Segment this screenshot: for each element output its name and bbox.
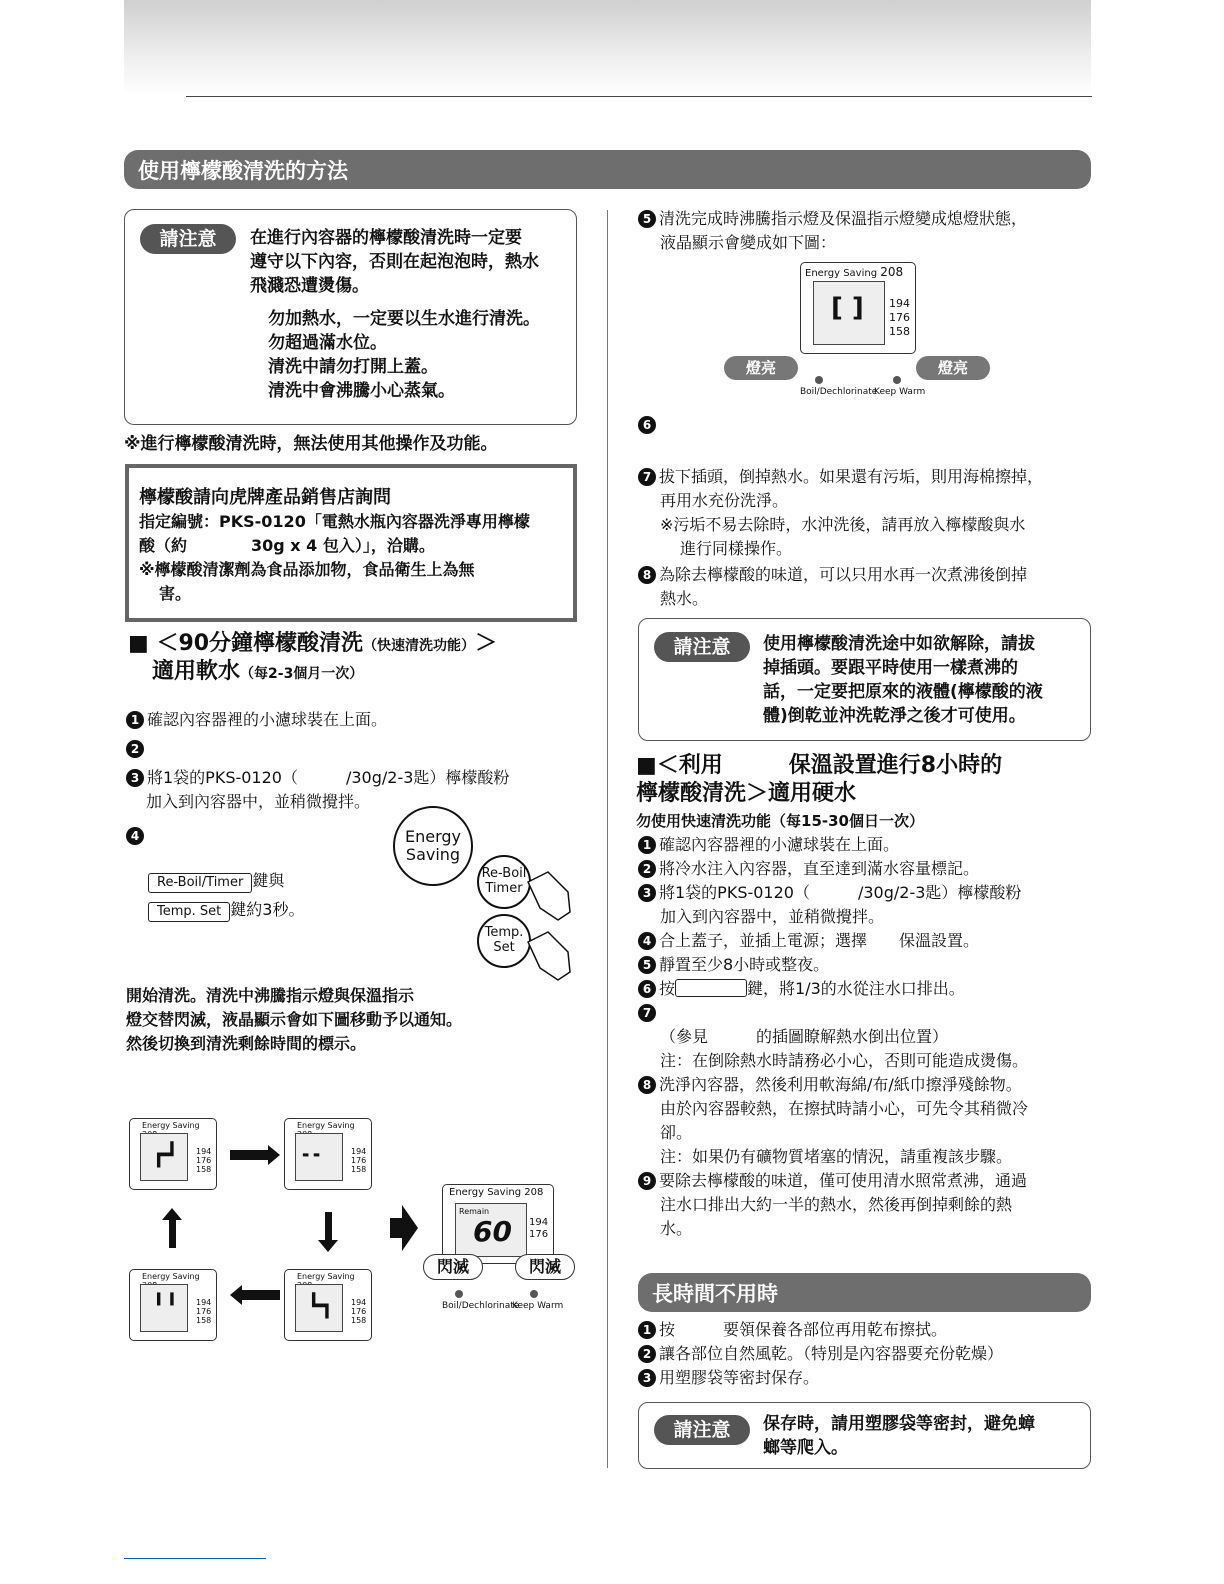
- eh-step-4: [638, 929, 1098, 953]
- boil-lamp-icon: [815, 376, 823, 384]
- r-step-5-text: 清洗完成時沸騰指示燈及保溫指示燈變成熄燈狀態，: [659, 209, 1028, 228]
- lu-step-2: [638, 1342, 1098, 1366]
- eh-step-4-text: 合上蓋子，並插上電源；選擇 保溫設置。: [659, 931, 980, 950]
- blink-badge-warm: 閃滅: [515, 1254, 575, 1280]
- eh-step-6: [638, 977, 1098, 1001]
- qc-step-4: [126, 824, 147, 848]
- lcd-remain-display: [442, 1184, 554, 1264]
- quick-clean-title-a: ■ ＜90分鐘檸檬酸清洗: [128, 631, 364, 656]
- tempset-key-suffix: 鍵約3秒。: [230, 900, 305, 919]
- blink-badge-boil: 閃滅: [423, 1254, 483, 1280]
- step-number: 8: [638, 566, 656, 584]
- warm-lamp-icon: [893, 376, 901, 384]
- eh-step-5-text: 靜置至少8小時或整夜。: [659, 955, 830, 974]
- right-caution-2-text: [763, 1412, 1083, 1460]
- step-number: 1: [638, 836, 656, 854]
- eh-step-8-text-b: 由於內容器較熱，在擦拭時請小心，可先令其稍微冷: [660, 1099, 1029, 1118]
- r-step-7: [638, 465, 1098, 561]
- r-step-7-text-c: ※污垢不易去除時，水沖洗後，請再放入檸檬酸與水: [660, 515, 1026, 534]
- lcd-temp: 176: [889, 311, 910, 324]
- purchase-body: [139, 510, 569, 606]
- lcd-temp: 158: [196, 1316, 212, 1325]
- frequency-label: （每2-3個月一次）: [240, 666, 364, 682]
- step-number: 8: [638, 1076, 656, 1094]
- long-unused-banner: [638, 1273, 1091, 1312]
- qc-step-2: [126, 737, 147, 761]
- eh-step-6-text-b: 鍵，將1/3的水從注水口排出。: [747, 979, 965, 998]
- eh-step-3-text: 將1袋的PKS-0120（ /30g/2-3匙）檸檬酸粉: [659, 883, 1022, 902]
- lcd-remain-label: Remain: [459, 1207, 490, 1216]
- purchase-line: 指定編號：PKS-0120「電熱水瓶內容器洗淨專用檸檬: [139, 512, 530, 531]
- r-step-8-text-b: 熱水。: [660, 589, 709, 608]
- step-number: 5: [638, 956, 656, 974]
- caution-item: 清洗中請勿打開上蓋。: [268, 357, 438, 377]
- eh-step-9-text-b: 注水口排出大約一半的熱水，然後再倒掉剩餘的熱: [660, 1195, 1013, 1214]
- lcd-segment-icon: ╸╸: [303, 1145, 325, 1166]
- eh-step-9: [638, 1169, 1098, 1193]
- step-number: 1: [638, 1321, 656, 1339]
- lcd-complete-display: [800, 262, 916, 354]
- keep-warm-label: Keep Warm: [874, 387, 926, 397]
- temp-btn-line1: Temp.: [484, 925, 524, 940]
- purchase-line: 害。: [159, 584, 192, 603]
- eight-hour-title-b: 檸檬酸清洗＞適用硬水: [636, 781, 857, 806]
- lcd-temp: 176: [529, 1229, 549, 1240]
- lcd-segment-icon: ┏┛: [152, 1143, 179, 1168]
- column-divider: [607, 210, 608, 1468]
- reboil-timer-key[interactable]: Re-Boil/Timer: [148, 873, 252, 893]
- temp-set-key[interactable]: Temp. Set: [148, 902, 230, 922]
- r-step-6: [638, 413, 659, 437]
- purchase-line: ※檸檬酸清潔劑為食品添加物，食品衛生上為無: [139, 560, 475, 579]
- eh-step-9-text-c: 水。: [660, 1219, 693, 1238]
- step-number: 5: [638, 210, 656, 228]
- step-number: 6: [638, 980, 656, 998]
- step-number: 2: [638, 1345, 656, 1363]
- eh-step-3: [638, 881, 1098, 905]
- header-rule: [186, 96, 1092, 97]
- lcd-es-label: Energy Saving: [449, 1187, 522, 1198]
- caution-badge: 請注意: [140, 224, 236, 254]
- lcd-es-label: Energy Saving: [297, 1272, 355, 1281]
- qc-step-3: [126, 766, 596, 814]
- pressing-hand-icon: [518, 862, 578, 982]
- eh-step-9-text: 要除去檸檬酸的味道，僅可使用清水照常煮沸，通過: [659, 1171, 1028, 1190]
- lcd-segment-icon: ╹╹: [152, 1294, 179, 1319]
- caution-item: 勿加熱水，一定要以生水進行清洗。: [268, 309, 540, 329]
- eh-step-2-text: 將冷水注入內容器，直至達到滿水容量標記。: [659, 859, 980, 878]
- eh-step-7: [638, 1001, 1098, 1025]
- section-title: 使用檸檬酸清洗的方法: [138, 158, 348, 183]
- lcd-temp: 194: [351, 1147, 367, 1156]
- qc-step-3-text-b: 加入到內容器中，並稍微攪拌。: [146, 792, 371, 811]
- keep-warm-label: Keep Warm: [512, 1301, 564, 1311]
- lcd-temp: 194: [196, 1147, 212, 1156]
- caution-item: 勿超過滿水位。: [268, 333, 387, 353]
- start-text-line: 燈交替閃滅，液晶顯示會如下圖移動予以通知。: [126, 1010, 463, 1029]
- reboil-key-instruction: [148, 869, 284, 893]
- lcd-temp: 176: [351, 1156, 367, 1165]
- qc-step-1: [126, 708, 387, 732]
- lcd-es-label: Energy Saving: [805, 268, 878, 279]
- eh-step-3-text-b: 加入到內容器中，並稍微攪拌。: [660, 907, 885, 926]
- lcd-temp: 194: [889, 297, 910, 310]
- step-number: 9: [638, 1172, 656, 1190]
- energy-saving-button[interactable]: [393, 806, 473, 886]
- step-number: 7: [638, 468, 656, 486]
- lit-badge-warm: 燈亮: [916, 356, 990, 380]
- step-number: 1: [126, 711, 144, 729]
- eh-step-1: [638, 833, 1098, 857]
- eight-hour-title: [636, 752, 1002, 808]
- eight-hour-subtitle: 勿使用快速清洗功能（每15-30個日一次）: [636, 812, 924, 830]
- lcd-es-label: Energy Saving: [142, 1121, 200, 1130]
- step-number: 3: [126, 769, 144, 787]
- quick-clean-title: [128, 630, 497, 660]
- energy-saving-line2: Saving: [405, 845, 461, 864]
- r-step-5: [638, 207, 1098, 255]
- caution-line: 話，一定要把原來的液體(檸檬酸的液: [763, 682, 1043, 702]
- start-text-line: 然後切換到清洗剩餘時間的標示。: [126, 1034, 367, 1053]
- caution-heading-line: 在進行內容器的檸檬酸清洗時一定要: [250, 228, 522, 248]
- start-text-line: 開始清洗。清洗中沸騰指示燈與保溫指示: [126, 986, 415, 1005]
- lcd-remain-value: 60: [473, 1215, 512, 1248]
- eh-step-7-text-a: （參見 的插圖瞭解熱水倒出位置）: [660, 1027, 949, 1046]
- boil-dechlorinate-label: Boil/Dechlorinate: [442, 1301, 520, 1311]
- eh-step-8-text-c: 卻。: [660, 1123, 693, 1142]
- r-step-7-text-d: 進行同樣操作。: [680, 539, 793, 558]
- start-cleaning-text: [126, 984, 596, 1056]
- caution-heading-line: 飛濺恐遭燙傷。: [250, 276, 369, 296]
- eh-step-2: [638, 857, 1098, 881]
- caution-heading-line: 遵守以下內容，否則在起泡泡時，熱水: [250, 252, 539, 272]
- step-number: 4: [126, 827, 144, 845]
- left-caution-heading: [250, 226, 570, 298]
- no-other-ops-note: ※進行檸檬酸清洗時，無法使用其他操作及功能。: [124, 434, 498, 454]
- lit-badge-boil: 燈亮: [724, 356, 798, 380]
- step-number: 2: [638, 860, 656, 878]
- warm-lamp-icon: [530, 1290, 538, 1298]
- r-step-8-text: 為除去檸檬酸的味道，可以只用水再一次煮沸後倒掉: [659, 565, 1028, 584]
- long-unused-title: 長時間不用時: [652, 1281, 778, 1306]
- quick-clean-subtitle: [152, 658, 363, 688]
- r-step-8: [638, 563, 1098, 611]
- caution-line: 螂等爬入。: [763, 1438, 848, 1458]
- step-number: 6: [638, 416, 656, 434]
- step-number: 3: [638, 1369, 656, 1387]
- energy-saving-line1: Energy: [404, 827, 461, 846]
- step-number: 2: [126, 740, 144, 758]
- purchase-line: 酸（約 30g x 4 包入）」，洽購。: [139, 536, 435, 555]
- tempset-key-instruction: [148, 898, 304, 922]
- caution-line: 體)倒乾並沖洗乾淨之後才可使用。: [763, 706, 1026, 726]
- lcd-temp: 176: [196, 1156, 212, 1165]
- r-step-5-text-b: 液晶顯示會變成如下圖：: [660, 233, 837, 252]
- lcd-es-value: 208: [524, 1187, 544, 1198]
- caution-line: 保存時，請用塑膠袋等密封，避免蟑: [763, 1414, 1035, 1434]
- eight-hour-steps: [638, 833, 1098, 1241]
- eh-step-8-text: 洗淨內容器，然後利用軟海綿/布/紙巾擦淨殘餘物。: [659, 1075, 1022, 1094]
- boil-lamp-icon: [455, 1290, 463, 1298]
- lcd-temp: 158: [889, 325, 910, 338]
- left-caution-items: [268, 307, 568, 403]
- qc-step-3-text: 將1袋的PKS-0120（ /30g/2-3匙）檸檬酸粉: [147, 768, 510, 787]
- eh-step-7-text-b: 注：在倒除熱水時請務必小心，否則可能造成燙傷。: [660, 1051, 1029, 1070]
- r-step-7-text: 拔下插頭，倒掉熱水。如果還有污垢，則用海棉擦掉，: [659, 467, 1044, 486]
- reboil-btn-line1: Re-Boil: [481, 866, 527, 881]
- section-title-banner: [124, 150, 1091, 189]
- caution-line: 掉插頭。要跟平時使用一樣煮沸的: [763, 658, 1018, 678]
- lcd-es-label: Energy Saving: [297, 1121, 355, 1130]
- lu-step-1: [638, 1318, 1098, 1342]
- lcd-segment-icon: [ ]: [831, 293, 864, 323]
- lcd-es-value: 208: [880, 265, 904, 279]
- lcd-es-label: Energy Saving: [142, 1272, 200, 1281]
- boil-dechlorinate-label: Boil/Dechlorinate: [800, 387, 878, 397]
- lcd-temp: 158: [351, 1165, 367, 1174]
- footer-rule: [124, 1558, 266, 1559]
- purchase-title: 檸檬酸請向虎牌產品銷售店詢問: [139, 487, 391, 508]
- caution-badge: 請注意: [654, 632, 750, 662]
- eight-hour-title-a: ■＜利用 保溫設置進行8小時的: [636, 753, 1003, 778]
- lcd-temp: 176: [351, 1307, 367, 1316]
- dispense-key[interactable]: [675, 979, 747, 997]
- eh-step-5: [638, 953, 1098, 977]
- lcd-temp: 158: [196, 1165, 212, 1174]
- step-number: 4: [638, 932, 656, 950]
- reboil-key-suffix: 鍵與: [252, 871, 285, 890]
- caution-item: 清洗中會沸騰小心蒸氣。: [268, 381, 455, 401]
- lu-step-1-text: 按 要領保養各部位再用乾布擦拭。: [659, 1320, 948, 1339]
- lu-step-2-text: 讓各部位自然風乾。（特別是內容器要充份乾燥）: [659, 1344, 1004, 1363]
- eh-step-1-text: 確認內容器裡的小濾球裝在上面。: [659, 835, 900, 854]
- reboil-btn-line2: Timer: [485, 881, 523, 896]
- eh-step-8-text-d: 注：如果仍有礦物質堵塞的情況，請重複該步驟。: [660, 1147, 1013, 1166]
- quick-clean-title-small: （快速清洗功能）: [363, 638, 476, 654]
- sequence-arrows-icon: [150, 1140, 420, 1320]
- lcd-temp: 176: [196, 1307, 212, 1316]
- lcd-temp: 194: [351, 1298, 367, 1307]
- caution-badge: 請注意: [654, 1415, 750, 1445]
- lcd-segment-icon: ┗┓: [307, 1294, 334, 1319]
- lcd-temp: 158: [351, 1316, 367, 1325]
- caution-line: 使用檸檬酸清洗途中如欲解除，請拔: [763, 634, 1035, 654]
- lu-step-3: [638, 1366, 1098, 1390]
- r-step-7-text-b: 再用水充份洗淨。: [660, 491, 789, 510]
- right-caution-1-text: [763, 632, 1083, 728]
- eh-step-8: [638, 1073, 1098, 1097]
- quick-clean-title-end: ＞: [475, 631, 498, 656]
- step-number: 7: [638, 1004, 656, 1022]
- step-number: 3: [638, 884, 656, 902]
- header-gradient: [124, 0, 1091, 95]
- lcd-temp: 194: [196, 1298, 212, 1307]
- long-unused-steps: [638, 1318, 1098, 1390]
- soft-water-label: 適用軟水: [152, 659, 241, 684]
- lcd-temp: 194: [529, 1217, 549, 1228]
- temp-btn-line2: Set: [493, 940, 515, 955]
- eh-step-6-text-a: 按: [659, 979, 676, 998]
- lu-step-3-text: 用塑膠袋等密封保存。: [659, 1368, 820, 1387]
- qc-step-1-text: 確認內容器裡的小濾球裝在上面。: [147, 710, 388, 729]
